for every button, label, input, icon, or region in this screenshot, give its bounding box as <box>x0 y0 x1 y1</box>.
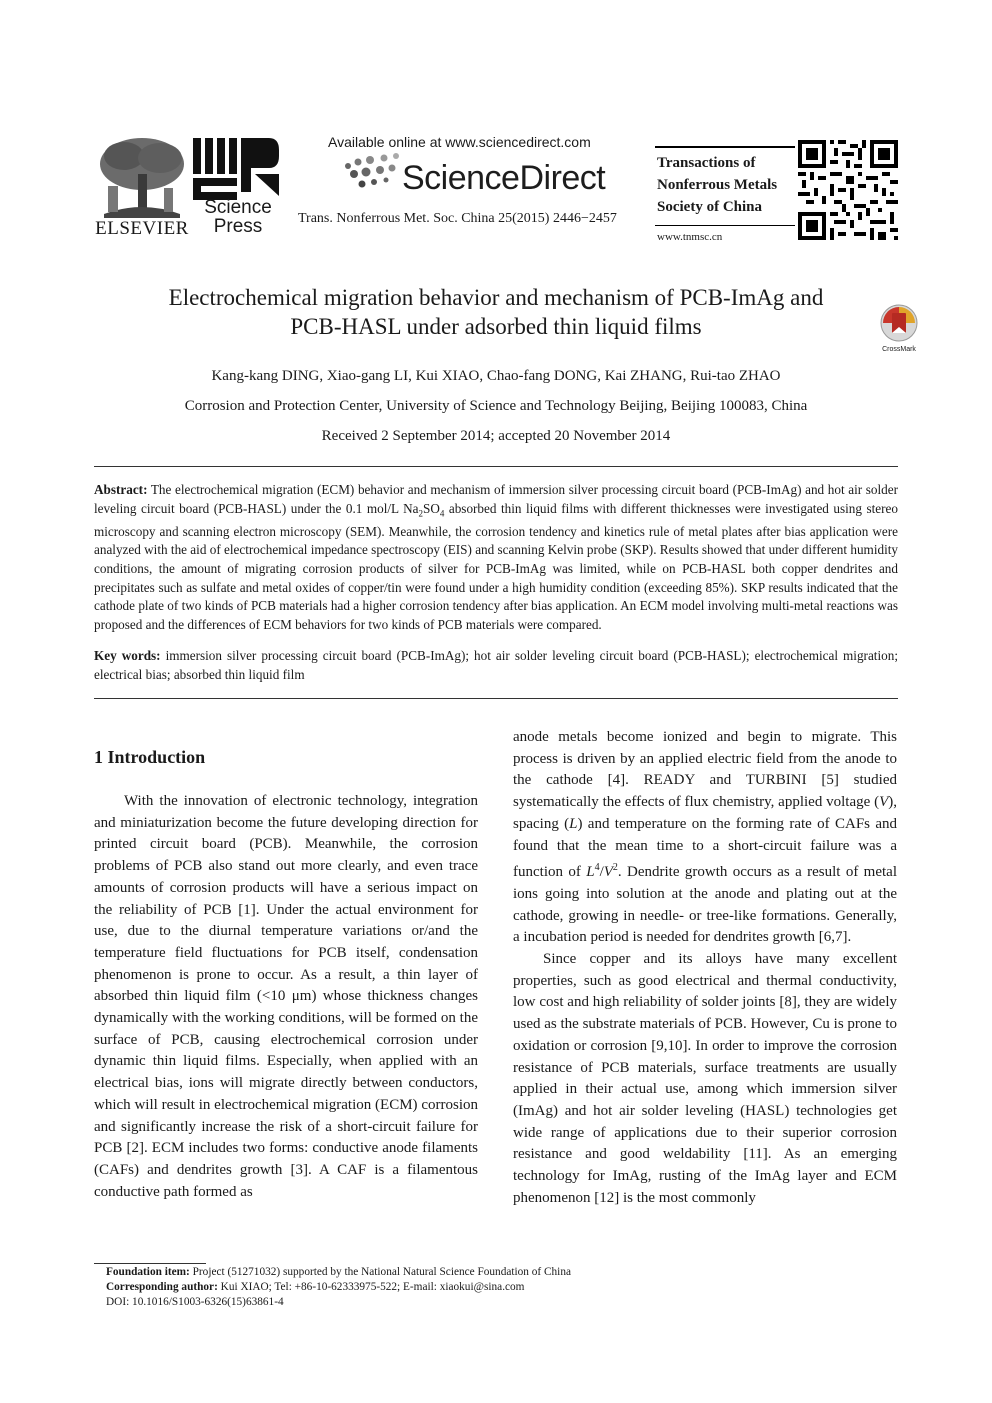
footnote-rule <box>94 1263 206 1264</box>
science-press-wordmark <box>198 198 278 236</box>
formula-l: L <box>586 864 595 881</box>
intro-paragraph-3: Since copper and its alloys have many excellent properties, such as good electrical and thermal conductivity, low cost and high reliability of solder joints [8], they are widely used as the substrate materials of PCB. However, Cu is prone to oxidation or corrosion [9,10]. In order to improve the corrosion resistance of PCB materials, surface treatments are usually applied in their actual use, among which immersion silver (ImAg) and hot air solder leveling (HASL) technologies get wide range of applications due to their superior corrosion resistance and good weldability [11]. As an emerging technology for ImAg, rusting of the ImAg layer and ECM phenomenon [12] is the most commonly <box>513 951 897 1206</box>
journal-url[interactable]: www.tnmsc.cn <box>657 231 723 243</box>
left-column <box>94 791 478 1203</box>
var-l: L <box>569 815 578 832</box>
crossmark-label: CrossMark <box>882 346 916 353</box>
para2-text-b: ), spacing ( <box>513 794 897 832</box>
crossmark-icon <box>877 303 921 343</box>
journal-rule-bottom <box>655 225 795 226</box>
journal-name-line-3: Society of China <box>657 199 762 215</box>
press-line-1: Science <box>204 197 272 218</box>
right-column <box>513 727 897 1209</box>
journal-citation: Trans. Nonferrous Met. Soc. China 25(2015) 2446−2457 <box>298 211 617 226</box>
section-heading-introduction: 1 Introduction <box>94 747 206 767</box>
intro-paragraph-1: With the innovation of electronic technology, integration and miniaturization become the future developing direction for printed circuit board (PCB). Meanwhile, the corrosion problems of PCB also stand out more clearly, and even trace amounts of corrosion products will have a serious impact on the reliability of PCB [1]. Under the actual environment for use, due to the diurnal temperature variations or/and the temperature field fluctuations for PCB itself, condensation phenomenon is prone to occur. As a result, a thin layer of absorbed thin liquid film (<10 μm) whose thickness changes dynamically with the working conditions, will be formed on the surface of PCB, causing electrochemical corrosion under dynamic thin liquid films. Especially, when applied with an electrical bias, ions will migrate directly between conductors, which will result in electrochemical migration (ECM) corrosion and significantly increase the risk of a short-circuit failure for PCB [2]. ECM includes two forms: conductive anode filaments (CAFs) and dendrites growth [3]. A CAF is a filamentous conductive path formed as <box>94 793 478 1200</box>
journal-name-line-1: Transactions of <box>657 155 756 171</box>
funding-footnote <box>106 1265 886 1280</box>
available-online-text[interactable]: Available online at www.sciencedirect.com <box>328 134 591 150</box>
funding-label: Foundation item: <box>106 1266 190 1278</box>
footnotes <box>106 1265 886 1310</box>
journal-name <box>657 152 777 218</box>
keywords-text: immersion silver processing circuit board (PCB-ImAg); hot air solder leveling circuit board (PCB-HASL); electrochemical migration; electrical bias; absorbed thin liquid film <box>94 648 898 682</box>
abstract-rule-top <box>94 466 898 467</box>
abstract-text-mid: SO <box>423 500 440 516</box>
title-line-2: PCB-HASL under adsorbed thin liquid films <box>290 314 702 339</box>
keywords <box>94 647 898 684</box>
received-accepted-dates: Received 2 September 2014; accepted 20 November 2014 <box>321 428 671 444</box>
corresponding-author-footnote <box>106 1280 886 1295</box>
abstract-sub-2: 4 <box>439 508 445 519</box>
formula-slash: / <box>599 864 604 881</box>
title-line-1: Electrochemical migration behavior and mechanism of PCB-ImAg and <box>168 285 824 310</box>
corresponding-text: Kui XIAO; Tel: +86-10-62333975-522; E-mail: xiaokui@sina.com <box>217 1281 525 1293</box>
sciencedirect-wordmark: ScienceDirect <box>402 159 606 197</box>
doi[interactable]: DOI: 10.1016/S1003-6326(15)63861-4 <box>106 1296 284 1308</box>
para2-text-c: ) and temperature on the forming rate of CAFs and found that the mean time to a short-circuit failure was a function of <box>513 815 897 881</box>
abstract <box>94 481 898 634</box>
crossmark-badge[interactable] <box>877 303 921 351</box>
abstract-rule-bottom <box>94 698 898 699</box>
keywords-label: Key words: <box>94 648 161 663</box>
formula-v: V <box>603 864 613 881</box>
var-v: V <box>879 794 889 811</box>
press-line-2: Press <box>213 216 263 237</box>
corresponding-label: Corresponding author: <box>106 1281 218 1293</box>
sciencedirect-dots-icon <box>340 152 402 194</box>
formula-exp-2: 2 <box>612 862 618 874</box>
affiliation: Corrosion and Protection Center, University of Science and Technology Beijing, Beijing 100083, China <box>184 398 808 414</box>
publisher-wordmark: ELSEVIER <box>95 218 189 239</box>
para2-text-d: . Dendrite growth occurs as a result of metal ions going into solution at the anode and plating out at the cathode, growing in needle- or tree-like formations. Generally, a incubation period is needed for dendrites growth [6,7]. <box>513 864 897 946</box>
abstract-label: Abstract: <box>94 482 148 497</box>
qr-code-icon[interactable] <box>798 140 898 240</box>
abstract-text-1: The electrochemical migration (ECM) behavior and mechanism of immersion silver processing circuit board (PCB-ImAg) and hot air solder leveling circuit board (PCB-HASL) under the 0.1 mol/L Na <box>94 482 898 516</box>
journal-name-line-2: Nonferrous Metals <box>657 177 778 193</box>
formula-exp-4: 4 <box>594 862 600 874</box>
abstract-text-2: absorbed thin liquid films with different thicknesses were investigated using stereo microscopy and scanning electron microscopy (SEM). Meanwhile, the corrosion tendency and kinetics rule of metal plates after bias application were analyzed with the aid of electrochemical impedance spectroscopy (EIS) and scanning Kelvin probe (SKP). Results showed that under different humidity conditions, the amount of migrating corrosion products of silver for PCB-ImAg was limited, while on PCB-HASL both copper dendrites and precipitates such as sulfate and metal oxides of copper/tin were found under a high humidity condition (exceeding 85%). SKP results indicated that the cathode plate of two kinds of PCB materials had a higher corrosion tendency after bias application. An ECM model involving multi-metal reactions was proposed and the differences of ECM behaviors for two kinds of PCB materials were compared. <box>94 500 898 632</box>
funding-text: Project (51271032) supported by the National Natural Science Foundation of China <box>189 1266 571 1278</box>
author-list: Kang-kang DING, Xiao-gang LI, Kui XIAO, Chao-fang DONG, Kai ZHANG, Rui-tao ZHAO <box>211 368 781 384</box>
paper-title <box>100 283 892 341</box>
journal-rule-top <box>655 146 795 148</box>
abstract-sub-1: 2 <box>418 508 423 519</box>
para2-text-a: anode metals become ionized and begin to migrate. This process is driven by an applied electric field from the anode to the cathode [4]. READY and TURBINI [5] studied systematically the effects of flux chemistry, applied voltage ( <box>513 729 897 811</box>
intro-paragraph-2 <box>513 727 897 949</box>
